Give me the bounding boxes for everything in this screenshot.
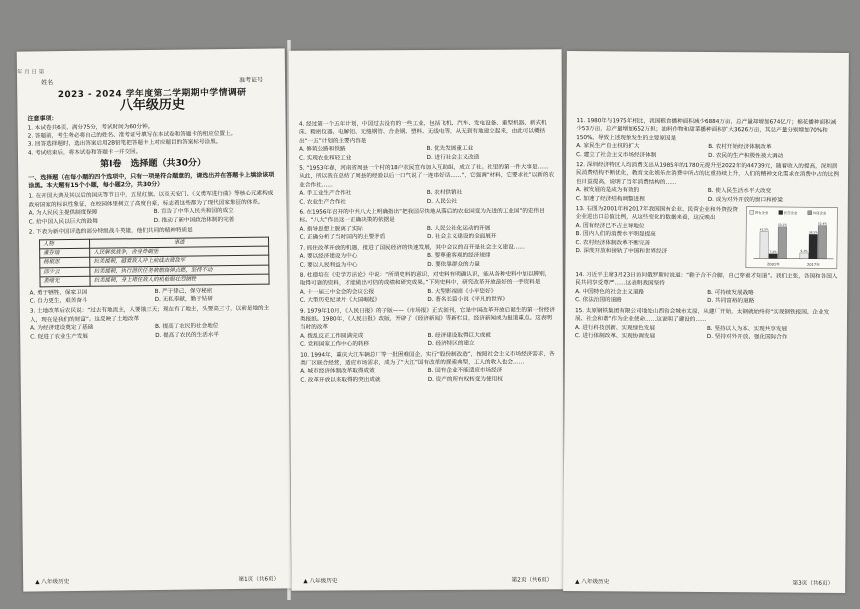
chart-bar	[809, 234, 818, 258]
option: D. 要依靠群众的力量	[427, 261, 480, 268]
option: A. 城市经济体制改革取得成效	[300, 368, 375, 376]
question-15-options	[575, 324, 839, 343]
table-cell: 抗美援朝，执行潜伏任务被燃烧弹点燃，坚持不动	[90, 265, 269, 277]
option: B. 人民公社化运动的开展	[427, 225, 491, 232]
question-7: 7. 抓住改革开放的机遇，推进了国民经济的快速发展，其中会议的召开是社会主义建设……	[299, 244, 525, 252]
option: A. 被发展的是成为有效的	[575, 187, 640, 194]
option: C. 促进了农业生产发展	[30, 333, 89, 341]
name-label: 姓名	[41, 79, 54, 87]
legend-label: 国有企业	[754, 211, 769, 216]
footer-subject: ▲ 八年级历史	[575, 579, 610, 586]
question-14-options	[575, 288, 839, 307]
option: A. 中国特色的社会主义道路	[575, 288, 645, 296]
option: A. 国有经济已不占主导地位	[575, 222, 645, 230]
exam-title: 2023 - 2024 学年度第二学期期中学情调研	[57, 88, 247, 101]
question-6-options	[300, 224, 555, 242]
option: D. 经济特区的建立	[427, 340, 475, 348]
section-instructions: 一、选择题（在每小题的四个选项中，只有一项是符合题意的，请选出并在答题卡上填涂该项涂黑。本大题有15个小题，每小题2分，共30分）	[28, 171, 275, 190]
legend-label: 外资企业	[812, 211, 827, 216]
page-footer	[575, 577, 833, 587]
option: A. 为人民民主提供制度保障	[28, 209, 98, 217]
question-4-options	[299, 145, 554, 163]
exam-page-3	[563, 51, 849, 593]
option: B. 农村供销社	[426, 190, 463, 197]
option: B. 提高了农民的社会地位	[155, 323, 219, 331]
question-8-options	[300, 287, 555, 305]
option: D. 提高了农民的生活水平	[155, 331, 220, 339]
option: C. 实现农业和轻工业	[299, 155, 352, 162]
option: A. 进行科技创新、实现绿色发展	[574, 324, 655, 332]
part-title: 第Ⅰ卷 选择题（共30分）	[100, 158, 207, 170]
bar-value-label: 42.5%	[759, 227, 769, 232]
question-9-options	[300, 331, 555, 349]
option: C. 改革开放以来取得的突出成就	[300, 377, 381, 384]
bar-value-label: 50.1%	[778, 222, 787, 227]
question-12-options	[576, 186, 840, 205]
option: D. 人民公社	[426, 198, 458, 205]
table-cell: 抗美援朝，越着敌人冲上前线击溃敌军	[90, 255, 269, 267]
option: C. 党和国家工作中心的转移	[300, 341, 370, 348]
chart-bar	[800, 253, 809, 259]
question-1-options	[29, 207, 279, 227]
footer-page-number: 第1页（共6页）	[238, 576, 280, 583]
question-9: 9. 1979年10月，《人民日报》的子版——《市场报》正式创刊，它是中国改革开放后诞生的第一份经济类报纸。1980年，《人民日报》改版，开辟了《经济新闻》等新栏目，经济新闻成为报道重点。这表明当时的改革	[299, 306, 555, 332]
note-item: 3. 回答选择题时，选出答案后用2B铅笔把答题卡上对应题目的答案标号涂黑。	[27, 139, 222, 148]
student-info-bar	[41, 77, 263, 88]
question-2-options	[30, 286, 280, 306]
option: D. 农民的生产积极性被大调动	[708, 152, 784, 160]
option: B. 严于律己，保守秘密	[154, 287, 213, 295]
question-6: 6. 在1956年召开的中共八大上明确指出“把我国尽快地从落后的农业国变为先进的工业国”的宏伟目标。“八大”作出这一正确决策的依据是	[299, 208, 545, 225]
question-3: 3. 土地改革后农民说：“过去有地流主，人要饿三天；现在有了地主，头要高三寸，以前是地的主人，现在是我们的财富”。这反映了土地改革	[29, 305, 270, 324]
option: B. 农村开始经济体制改革	[708, 144, 772, 151]
note-item: 4. 考试结束后，将本试卷和答题卡一并交回。	[27, 148, 142, 157]
option: D. 共同富裕的道路	[707, 298, 755, 305]
chart-bar	[778, 227, 787, 259]
table-row	[40, 274, 269, 286]
option: B. 宣告了中华人民共和国的成立	[153, 208, 234, 216]
option: C. 农村经济体制改革不断完善	[575, 239, 651, 247]
question-13: 13. 右图为2001年和2017年我国国有企业、民营企业和外资投资企业进出口总值比例，从这些变化的数据来看，这反映出	[575, 206, 739, 222]
note-item: 1. 本试卷共6页，满分75分，考试时间为60分钟。	[27, 123, 154, 132]
option: C. 依法治国的道路	[575, 297, 622, 304]
option: D. 著名长篇小说《平凡的世界》	[427, 296, 509, 304]
exam-page-1	[17, 48, 292, 591]
option: B. 要尊重客观的经济规律	[427, 252, 491, 260]
option: C. 正确分析了当时国内的主要矛盾	[299, 234, 386, 241]
option: A. 要以经济建设为中心	[299, 253, 358, 260]
exam-page-2	[289, 49, 565, 590]
bar-value-label: 52.4%	[818, 221, 827, 226]
notes-heading: 注意事项：	[27, 115, 58, 123]
legend-swatch	[808, 211, 812, 215]
subject-title: 八年级历史	[119, 97, 185, 114]
footer-page-number: 第2页（共6页）	[511, 577, 553, 584]
option: D. 坚持对外开放、强化国际合作	[706, 333, 788, 341]
question-2: 2. 下表为新中国评选的部分特级战斗英雄，他们共同的精神特质是	[28, 227, 193, 236]
chart-bar	[769, 254, 778, 259]
question-11-options	[576, 142, 840, 161]
option: D. 推动了新中国政治体制的完善	[153, 216, 235, 224]
option: A. 家民生产自主权的扩大	[576, 143, 640, 150]
option: C. 给中国人民以巨大的鼓舞	[28, 218, 98, 226]
option: A. 指导思想上脱离了实际	[299, 226, 363, 233]
option: B. 国有企业不能适应市场经济	[427, 367, 503, 375]
question-10: 10. 1994年，重庆大江车辆总厂等一批困难国企，实行“股份制改造”，按照社会主义市场经济需求，各类厂区联合经营，适应市场需求，成为了“大江”国有改革的探索典型，工人的收入也会……	[300, 350, 555, 367]
option: C. 农业生产合作社	[299, 199, 347, 206]
bar-value-label: 7.4%	[769, 249, 777, 254]
table-header: 人物	[40, 239, 90, 249]
hero-table	[39, 236, 270, 287]
question-7-options	[300, 251, 555, 269]
option: B. 国内人们的消费水平明显提高	[575, 231, 656, 238]
table-cell: 董存瑞	[40, 248, 90, 258]
option: D. 进行社会主义改造	[426, 154, 480, 161]
question-5-options	[299, 189, 554, 207]
table-cell: 抗美援朝，身上堵住敌人的机枪眼壮烈牺牲	[90, 274, 269, 286]
chart-bar	[760, 232, 769, 259]
table-cell: 人民解放战争，舍身炸碉堡	[90, 246, 269, 258]
option: D. 社会主义建设的全面展开	[427, 233, 497, 241]
option: A. 勇于牺牲，保家卫国	[29, 289, 88, 297]
option: D. 资产的所有权转变为使用权	[427, 376, 503, 383]
option: C. 要以人民利益为中心	[299, 261, 358, 269]
question-10-options	[300, 367, 555, 385]
question-12: 12. 深圳经济特区人均消费支出从1985年的1780元提升至2022年的44739元，随着收入的提高，深圳居民消费结构不断优化，教育文化娱乐在消费中所占的比重持续上升，人们的精神文化需求在消费中占的比例也日益提高，说明了当年消费结构的……	[575, 162, 839, 186]
trade-share-chart	[745, 206, 837, 269]
footer-subject: ▲ 八年级历史	[303, 578, 338, 585]
table-cell: 邱少云	[40, 267, 90, 277]
option: B. 可持续发展战略	[707, 289, 754, 297]
question-5: 5. “1953年春，河南省周县一个村的18户农民宣布加入互助组，成立了社。社里的第一件大事是……从此，所以我在总结了周县的经验以后一口气说了一连串好话……”，它强调“材料，它要求社”以新的农业合作社……	[299, 164, 555, 189]
x-tick-label: 2001年	[767, 262, 780, 267]
question-14: 14. 习近平主席3月23日访问俄罗斯时说道：“鞋子合不合脚，自己穿着才知道”。我们主张，各国和各国人民共同享受尊严……这表明我国坚持	[575, 272, 838, 288]
note-item: 2. 答题前，考生务必将自己的姓名、准考证号填写在本试卷和答题卡的相应位置上。	[27, 131, 237, 140]
footer-subject: ▲ 八年级历史	[35, 579, 70, 586]
legend-swatch	[750, 210, 754, 214]
question-8: 8. 杜德培在《史学方法论》中说：“所谓史料的意识，对史料有明确认识，能从各种史料中加以辨别，取得可靠的资料，才能做出可信的成绩和研究成果。”下列史料中，研究改革开放最好的一手资料是	[299, 271, 551, 287]
exam-no-label: 准考证号	[239, 76, 264, 84]
option: A. 十一届三中全会的会议公报	[299, 288, 375, 296]
table-cell: 黄继光	[40, 276, 90, 286]
option: D. 成为对外开放的窗口和桥梁	[707, 196, 783, 204]
legend-swatch	[779, 211, 783, 215]
option: A. 修筑公路和铁路	[299, 146, 346, 153]
option: C. 加速了经济结构调整进程	[575, 195, 645, 203]
question-11: 11. 1980年与1975年相比，我国粮食播种面积减少6884万亩，总产量却增加674亿斤；棉花播种面积减少53万亩，总产量增加652万担；油料作物和甜菜播种面积扩大3626万亩，其总产量分别增加70%和150%。导致上述现象发生的主要原因是	[576, 118, 837, 142]
option: B. 优先发展重工业	[426, 145, 474, 153]
table-cell: 杨根思	[40, 258, 90, 268]
option: C. 大型历史纪录片《大国崛起》	[299, 297, 381, 304]
page-footer	[303, 575, 552, 584]
bar-value-label: 9.1%	[800, 248, 808, 254]
question-1: 1. 在开国大典及其以后的国庆等节日中，五星红旗、以及天安门、《义勇军进行曲》等核心元素构成政府国家的标识性象征，在校园体里树立了高度自豪，标志着这些都为了现代国家象征的体系。	[28, 191, 274, 209]
option: B. 经济建设取得巨大成就	[427, 332, 491, 339]
option: A. 为经济建设奠定了基础	[30, 324, 94, 332]
legend-label: 民营企业	[783, 211, 798, 216]
option: C. 进行体制改革、实现协调发展	[574, 332, 656, 340]
x-tick-label: 2017年	[807, 262, 820, 267]
top-stamp: 年 月 日 第	[16, 69, 45, 76]
option: A. 拨乱反正工作圆满完成	[300, 333, 364, 340]
option: B. 坚持以人为本、实现共享发展	[706, 325, 788, 333]
option: D. 无私奉献，勤于钻研	[154, 296, 214, 303]
option: A. 手工业生产合作社	[299, 190, 352, 197]
page-footer	[35, 574, 279, 585]
question-3-options	[30, 322, 280, 342]
table-header: 事迹	[90, 237, 269, 249]
chart-bar	[818, 226, 827, 259]
option: C. 建立了社会主义市场经济体制	[576, 151, 657, 159]
question-4: 4. 经过第一个五年计划，中国过去没有的一些工业，包括飞机、汽车、发电设备、重型机器、新式机床、精密仪器、电解铝、无缝钢管、合金钢、塑料、无线电等，从无到有地建立起来，由此可以概括出“一五”计划的主要内容是	[298, 120, 547, 145]
bar-value-label: 38.5%	[808, 230, 818, 235]
question-15: 15. 太原钢铁集团有限公司地处山西省会城市太原，从建厂开始，太钢就始终将“实现钢铁报国、企业发展、社会和谐”作为企业使命……这说明了建设的……	[574, 307, 830, 324]
option: B. 使人民生活水平大改变	[707, 188, 772, 195]
option: C. 自力更生，艰苦奋斗	[29, 297, 88, 305]
footer-page-number: 第3页（共6页）	[792, 580, 834, 587]
option: D. 深度开放和接轨了中国和世界经济	[575, 248, 668, 255]
option: B. 大型影视剧《小平您好》	[427, 288, 497, 295]
